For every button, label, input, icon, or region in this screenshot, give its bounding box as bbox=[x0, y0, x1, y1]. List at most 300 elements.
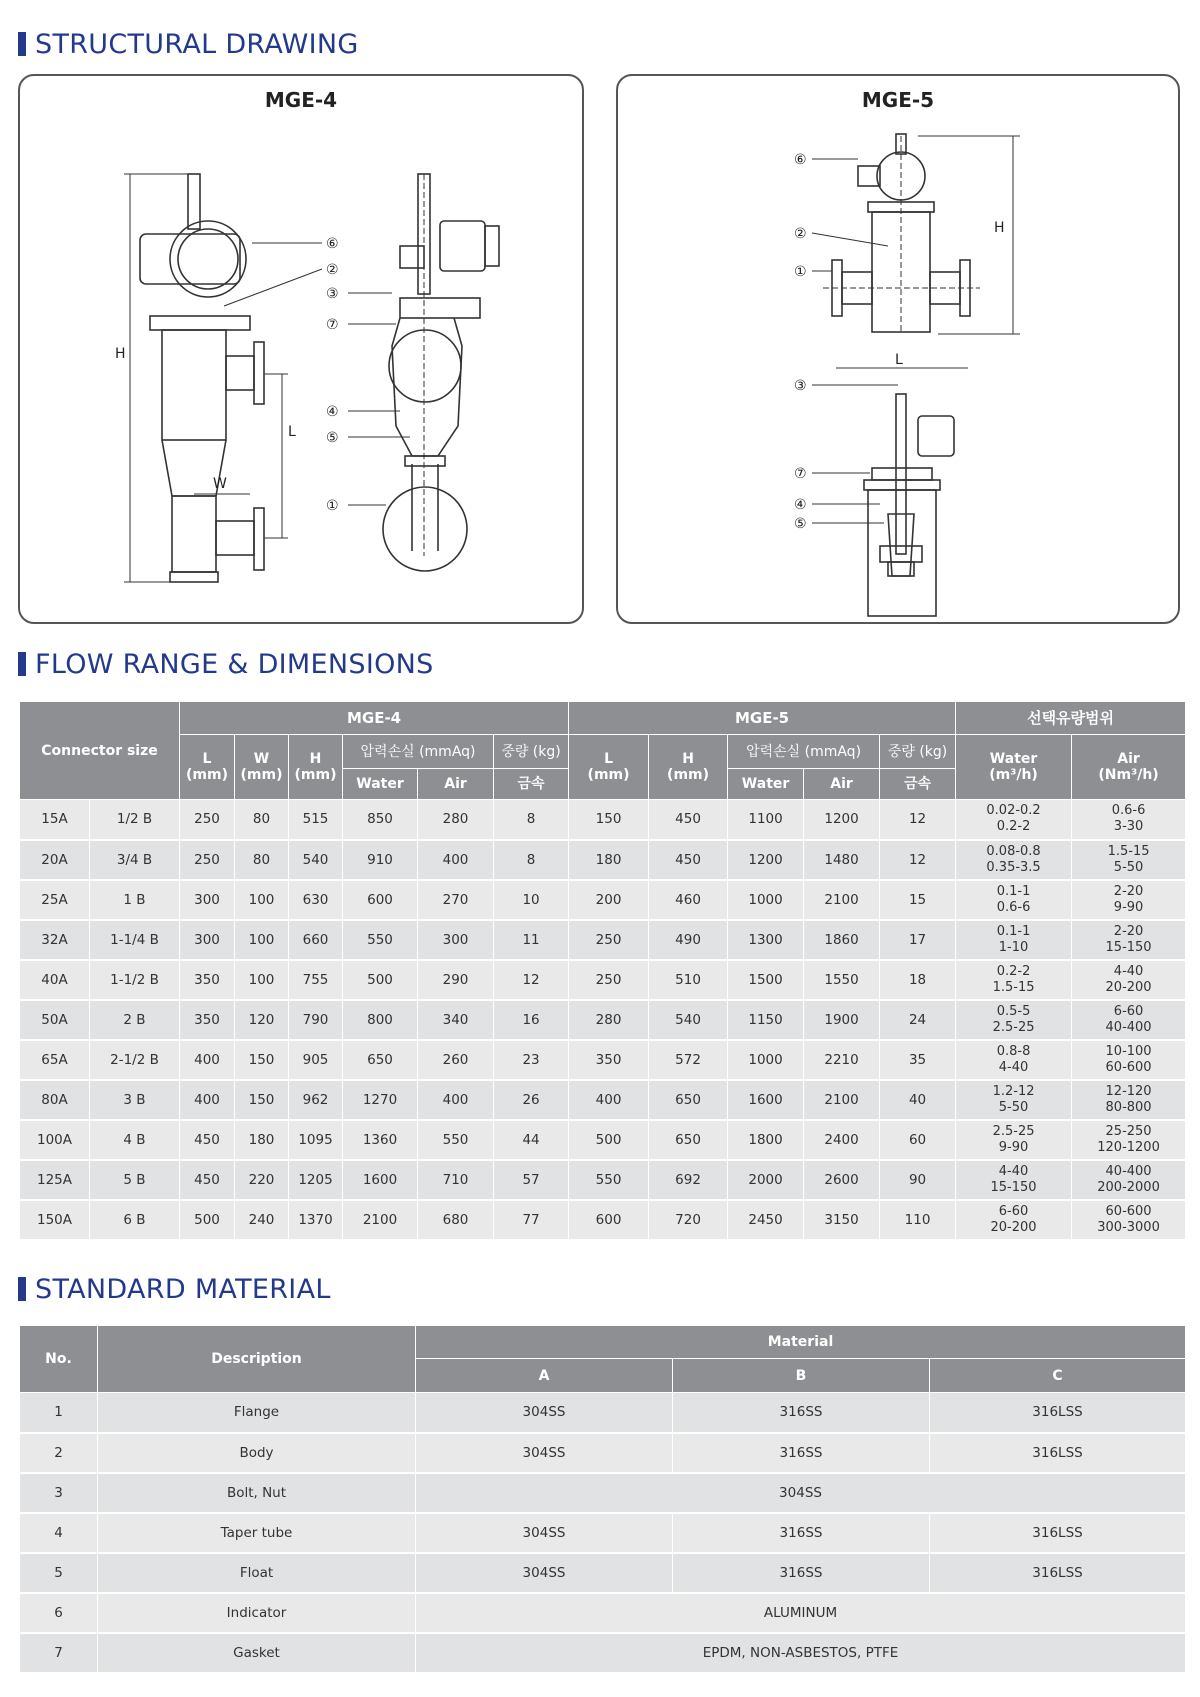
table-cell-h4: 630 bbox=[289, 880, 343, 920]
mge5-drawing bbox=[618, 76, 1182, 626]
material-b: 316SS bbox=[673, 1513, 930, 1553]
table-cell-range-water bbox=[956, 1160, 1072, 1200]
material-no: 6 bbox=[20, 1593, 98, 1633]
table-cell-kg4: 8 bbox=[494, 840, 569, 880]
table-cell-h4: 540 bbox=[289, 840, 343, 880]
material-no: 1 bbox=[20, 1393, 98, 1433]
table-row bbox=[20, 1040, 1186, 1080]
table-cell-range-water bbox=[956, 1000, 1072, 1040]
table-cell-kg5: 24 bbox=[880, 1000, 956, 1040]
header-material: Material bbox=[416, 1326, 1186, 1359]
table-cell-pa5: 1480 bbox=[804, 840, 880, 880]
table-row bbox=[20, 1000, 1186, 1040]
section-title-text: STANDARD MATERIAL bbox=[35, 1273, 331, 1305]
range-line: 300-3000 bbox=[1097, 1219, 1160, 1235]
table-cell-range-air bbox=[1072, 1200, 1186, 1240]
table-cell-range-water bbox=[956, 800, 1072, 840]
table-cell-l5: 280 bbox=[569, 1000, 649, 1040]
table-cell-a: 125A bbox=[20, 1160, 90, 1200]
table-cell-kg4: 11 bbox=[494, 920, 569, 960]
table-cell-pa4: 680 bbox=[418, 1200, 494, 1240]
table-cell-range-water bbox=[956, 1120, 1072, 1160]
table-cell-l4: 400 bbox=[180, 1040, 235, 1080]
table-cell-kg4: 8 bbox=[494, 800, 569, 840]
flow-table-body bbox=[20, 800, 1186, 1240]
header-text: W bbox=[253, 751, 270, 767]
table-row bbox=[20, 1433, 1186, 1473]
range-line: 0.5-5 bbox=[996, 1003, 1031, 1019]
table-row bbox=[20, 1553, 1186, 1593]
material-no: 7 bbox=[20, 1633, 98, 1673]
table-cell-pw5: 1150 bbox=[728, 1000, 804, 1040]
table-row bbox=[20, 1080, 1186, 1120]
table-cell-l5: 200 bbox=[569, 880, 649, 920]
table-row bbox=[20, 1120, 1186, 1160]
table-row bbox=[20, 1593, 1186, 1633]
table-cell-b: 1/2 B bbox=[90, 800, 180, 840]
range-line: 0.02-0.2 bbox=[986, 803, 1041, 819]
table-cell-l4: 300 bbox=[180, 920, 235, 960]
material-b: 316SS bbox=[673, 1553, 930, 1593]
table-cell-l4: 250 bbox=[180, 800, 235, 840]
range-line: 200-2000 bbox=[1097, 1179, 1160, 1195]
table-cell-pa4: 400 bbox=[418, 840, 494, 880]
table-cell-w4: 240 bbox=[235, 1200, 289, 1240]
mge4-indicator-body bbox=[140, 234, 240, 284]
table-cell-pw4: 1360 bbox=[343, 1120, 418, 1160]
table-cell-h4: 1370 bbox=[289, 1200, 343, 1240]
table-cell-range-water bbox=[956, 1040, 1072, 1080]
table-cell-pa5: 1550 bbox=[804, 960, 880, 1000]
material-description: Bolt, Nut bbox=[98, 1473, 416, 1513]
table-cell-range-water bbox=[956, 840, 1072, 880]
material-no: 3 bbox=[20, 1473, 98, 1513]
range-line: 5-50 bbox=[998, 1099, 1029, 1115]
table-cell-pa5: 1900 bbox=[804, 1000, 880, 1040]
header-material-b: B bbox=[673, 1359, 930, 1393]
table-row bbox=[20, 1633, 1186, 1673]
table-cell-h4: 1205 bbox=[289, 1160, 343, 1200]
table-cell-pw4: 850 bbox=[343, 800, 418, 840]
range-line: 9-90 bbox=[998, 1139, 1029, 1155]
table-cell-pw5: 2450 bbox=[728, 1200, 804, 1240]
table-cell-range-air bbox=[1072, 1080, 1186, 1120]
header-text: L bbox=[604, 751, 613, 767]
material-table-body bbox=[20, 1393, 1186, 1673]
table-cell-h5: 450 bbox=[649, 840, 728, 880]
header-l5 bbox=[569, 735, 649, 800]
table-cell-kg5: 60 bbox=[880, 1120, 956, 1160]
table-row bbox=[20, 960, 1186, 1000]
table-cell-h5: 692 bbox=[649, 1160, 728, 1200]
material-no: 4 bbox=[20, 1513, 98, 1553]
material-description: Taper tube bbox=[98, 1513, 416, 1553]
range-line: 40-400 bbox=[1105, 1019, 1152, 1035]
table-cell-pa4: 550 bbox=[418, 1120, 494, 1160]
range-line: 20-200 bbox=[1105, 979, 1152, 995]
header-pressure-loss-5: 압력손실 (mmAq) bbox=[728, 735, 880, 769]
table-cell-range-air bbox=[1072, 960, 1186, 1000]
material-all: EPDM, NON-ASBESTOS, PTFE bbox=[416, 1633, 1186, 1673]
header-text: L bbox=[202, 751, 212, 767]
table-cell-h5: 450 bbox=[649, 800, 728, 840]
table-cell-pa4: 260 bbox=[418, 1040, 494, 1080]
range-line: 0.6-6 bbox=[1111, 803, 1146, 819]
header-range-air bbox=[1072, 735, 1186, 800]
table-cell-pw4: 500 bbox=[343, 960, 418, 1000]
table-cell-kg4: 10 bbox=[494, 880, 569, 920]
table-cell-pw4: 910 bbox=[343, 840, 418, 880]
mge4-dim-w: W bbox=[213, 476, 227, 492]
table-cell-kg4: 16 bbox=[494, 1000, 569, 1040]
table-cell-h5: 510 bbox=[649, 960, 728, 1000]
material-b: 316SS bbox=[673, 1393, 930, 1433]
table-cell-kg4: 26 bbox=[494, 1080, 569, 1120]
table-cell-pa5: 3150 bbox=[804, 1200, 880, 1240]
range-line: 2.5-25 bbox=[992, 1123, 1035, 1139]
mge4-callout-6: ⑥ bbox=[326, 236, 339, 252]
table-cell-pa4: 300 bbox=[418, 920, 494, 960]
table-cell-h4: 905 bbox=[289, 1040, 343, 1080]
table-cell-h5: 650 bbox=[649, 1120, 728, 1160]
table-cell-w4: 100 bbox=[235, 880, 289, 920]
material-c: 316LSS bbox=[930, 1553, 1186, 1593]
table-cell-h5: 572 bbox=[649, 1040, 728, 1080]
table-cell-range-air bbox=[1072, 1120, 1186, 1160]
range-line: 6-60 bbox=[998, 1203, 1029, 1219]
table-cell-kg5: 110 bbox=[880, 1200, 956, 1240]
mge5-callout-4: ④ bbox=[794, 497, 807, 513]
range-line: 2-20 bbox=[1113, 923, 1144, 939]
table-cell-h4: 515 bbox=[289, 800, 343, 840]
material-a: 304SS bbox=[416, 1393, 673, 1433]
mge4-dim-l: L bbox=[288, 424, 296, 440]
table-cell-pa5: 2100 bbox=[804, 1080, 880, 1120]
header-pressure-loss-4: 압력손실 (mmAq) bbox=[343, 735, 494, 769]
mge5-callout-7: ⑦ bbox=[794, 466, 807, 482]
table-cell-l5: 250 bbox=[569, 920, 649, 960]
table-cell-b: 6 B bbox=[90, 1200, 180, 1240]
mge4-callout-1: ① bbox=[326, 498, 339, 514]
range-line: 0.35-3.5 bbox=[986, 859, 1041, 875]
table-cell-a: 80A bbox=[20, 1080, 90, 1120]
table-row bbox=[20, 800, 1186, 840]
table-cell-b: 5 B bbox=[90, 1160, 180, 1200]
header-text: H bbox=[682, 751, 694, 767]
header-weight-4: 중량 (kg) bbox=[494, 735, 569, 769]
range-line: 80-800 bbox=[1105, 1099, 1152, 1115]
table-cell-w4: 120 bbox=[235, 1000, 289, 1040]
mge4-callout-5: ⑤ bbox=[326, 430, 339, 446]
table-cell-w4: 80 bbox=[235, 800, 289, 840]
table-cell-b: 3 B bbox=[90, 1080, 180, 1120]
mge4-callout-4: ④ bbox=[326, 404, 339, 420]
header-no: No. bbox=[20, 1326, 98, 1393]
table-cell-kg4: 23 bbox=[494, 1040, 569, 1080]
range-line: 4-40 bbox=[1113, 963, 1144, 979]
model-title-mge4: MGE-4 bbox=[264, 88, 338, 112]
mge4-indicator-dial bbox=[170, 221, 246, 297]
section-title-structural bbox=[18, 27, 359, 61]
table-cell-h5: 720 bbox=[649, 1200, 728, 1240]
table-cell-l5: 400 bbox=[569, 1080, 649, 1120]
table-cell-pw5: 2000 bbox=[728, 1160, 804, 1200]
range-line: 6-60 bbox=[1113, 1003, 1144, 1019]
header-unit: (Nm³/h) bbox=[1098, 767, 1159, 783]
table-cell-kg5: 12 bbox=[880, 800, 956, 840]
header-metal-5: 금속 bbox=[880, 769, 956, 800]
table-cell-h5: 650 bbox=[649, 1080, 728, 1120]
table-cell-pw4: 1270 bbox=[343, 1080, 418, 1120]
table-cell-a: 40A bbox=[20, 960, 90, 1000]
table-cell-a: 15A bbox=[20, 800, 90, 840]
table-cell-pw5: 1600 bbox=[728, 1080, 804, 1120]
header-h4 bbox=[289, 735, 343, 800]
material-description: Float bbox=[98, 1553, 416, 1593]
section-title-material bbox=[18, 1272, 331, 1306]
range-line: 5-50 bbox=[1113, 859, 1144, 875]
table-cell-kg5: 18 bbox=[880, 960, 956, 1000]
table-row bbox=[20, 1393, 1186, 1433]
table-cell-l4: 350 bbox=[180, 1000, 235, 1040]
table-cell-l4: 500 bbox=[180, 1200, 235, 1240]
table-cell-pa4: 270 bbox=[418, 880, 494, 920]
table-cell-l4: 400 bbox=[180, 1080, 235, 1120]
model-title-mge5: MGE-5 bbox=[861, 88, 935, 112]
table-cell-l5: 600 bbox=[569, 1200, 649, 1240]
range-line: 0.8-8 bbox=[996, 1043, 1031, 1059]
table-cell-pw5: 1300 bbox=[728, 920, 804, 960]
table-cell-pa5: 1860 bbox=[804, 920, 880, 960]
table-cell-range-air bbox=[1072, 1000, 1186, 1040]
title-bar-icon bbox=[18, 652, 26, 676]
material-c: 316LSS bbox=[930, 1513, 1186, 1553]
mge5-callout-2: ② bbox=[794, 226, 807, 242]
header-unit: (mm) bbox=[667, 767, 710, 783]
header-text: Air bbox=[1117, 751, 1140, 767]
table-cell-a: 100A bbox=[20, 1120, 90, 1160]
mge5-callout-5: ⑤ bbox=[794, 516, 807, 532]
table-cell-h4: 755 bbox=[289, 960, 343, 1000]
range-line: 1-10 bbox=[998, 939, 1029, 955]
header-text: Water bbox=[989, 751, 1038, 767]
table-cell-range-water bbox=[956, 880, 1072, 920]
mge4-stem bbox=[188, 174, 200, 229]
table-cell-pa5: 1200 bbox=[804, 800, 880, 840]
table-cell-b: 2 B bbox=[90, 1000, 180, 1040]
table-cell-pw5: 1800 bbox=[728, 1120, 804, 1160]
material-b: 316SS bbox=[673, 1433, 930, 1473]
table-cell-w4: 220 bbox=[235, 1160, 289, 1200]
table-cell-range-air bbox=[1072, 1040, 1186, 1080]
table-cell-kg4: 44 bbox=[494, 1120, 569, 1160]
table-cell-pa4: 290 bbox=[418, 960, 494, 1000]
table-cell-l5: 250 bbox=[569, 960, 649, 1000]
table-cell-a: 150A bbox=[20, 1200, 90, 1240]
title-bar-icon bbox=[18, 1277, 26, 1301]
table-cell-range-water bbox=[956, 1080, 1072, 1120]
table-cell-w4: 80 bbox=[235, 840, 289, 880]
table-cell-h5: 490 bbox=[649, 920, 728, 960]
range-line: 2.5-25 bbox=[992, 1019, 1035, 1035]
table-cell-w4: 150 bbox=[235, 1040, 289, 1080]
range-line: 0.1-1 bbox=[996, 883, 1031, 899]
table-row bbox=[20, 1160, 1186, 1200]
table-cell-w4: 150 bbox=[235, 1080, 289, 1120]
table-cell-range-water bbox=[956, 960, 1072, 1000]
range-line: 0.6-6 bbox=[996, 899, 1031, 915]
table-row bbox=[20, 920, 1186, 960]
header-water-4: Water bbox=[343, 769, 418, 800]
table-cell-pa4: 710 bbox=[418, 1160, 494, 1200]
table-cell-pa4: 400 bbox=[418, 1080, 494, 1120]
table-cell-a: 50A bbox=[20, 1000, 90, 1040]
table-cell-pw4: 650 bbox=[343, 1040, 418, 1080]
material-c: 316LSS bbox=[930, 1393, 1186, 1433]
table-cell-h4: 790 bbox=[289, 1000, 343, 1040]
range-line: 4-40 bbox=[998, 1163, 1029, 1179]
header-air-5: Air bbox=[804, 769, 880, 800]
table-cell-h4: 962 bbox=[289, 1080, 343, 1120]
table-cell-pw5: 1500 bbox=[728, 960, 804, 1000]
header-water-5: Water bbox=[728, 769, 804, 800]
table-cell-range-air bbox=[1072, 840, 1186, 880]
material-description: Gasket bbox=[98, 1633, 416, 1673]
range-line: 1.5-15 bbox=[1107, 843, 1150, 859]
range-line: 120-1200 bbox=[1097, 1139, 1160, 1155]
header-material-a: A bbox=[416, 1359, 673, 1393]
range-line: 40-400 bbox=[1105, 1163, 1152, 1179]
table-cell-range-air bbox=[1072, 920, 1186, 960]
mge4-callout-2: ② bbox=[326, 262, 339, 278]
range-line: 9-90 bbox=[1113, 899, 1144, 915]
header-connector-size: Connector size bbox=[20, 702, 180, 800]
mge4-drawing bbox=[20, 76, 586, 626]
material-c: 316LSS bbox=[930, 1433, 1186, 1473]
table-cell-l5: 500 bbox=[569, 1120, 649, 1160]
range-line: 2-20 bbox=[1113, 883, 1144, 899]
table-cell-l4: 450 bbox=[180, 1160, 235, 1200]
range-line: 60-600 bbox=[1105, 1203, 1152, 1219]
table-cell-kg5: 35 bbox=[880, 1040, 956, 1080]
table-cell-kg5: 17 bbox=[880, 920, 956, 960]
range-line: 0.2-2 bbox=[996, 963, 1031, 979]
mge5-callout-1: ① bbox=[794, 264, 807, 280]
table-row bbox=[20, 1473, 1186, 1513]
mge5-dim-h: H bbox=[994, 220, 1005, 236]
table-row bbox=[20, 880, 1186, 920]
mge4-callout-3: ③ bbox=[326, 286, 339, 302]
section-title-flow bbox=[18, 647, 434, 681]
header-h5 bbox=[649, 735, 728, 800]
range-line: 0.1-1 bbox=[996, 923, 1031, 939]
drawing-panel-mge4 bbox=[18, 74, 584, 624]
table-cell-range-water bbox=[956, 920, 1072, 960]
range-line: 20-200 bbox=[990, 1219, 1037, 1235]
range-line: 0.08-0.8 bbox=[986, 843, 1041, 859]
title-bar-icon bbox=[18, 32, 26, 56]
table-cell-b: 2-1/2 B bbox=[90, 1040, 180, 1080]
section-title-text: STRUCTURAL DRAWING bbox=[35, 28, 359, 60]
table-cell-pa5: 2400 bbox=[804, 1120, 880, 1160]
range-line: 0.2-2 bbox=[996, 819, 1031, 835]
table-cell-b: 3/4 B bbox=[90, 840, 180, 880]
table-cell-pw5: 1100 bbox=[728, 800, 804, 840]
table-cell-l5: 150 bbox=[569, 800, 649, 840]
header-unit: (mm) bbox=[240, 767, 283, 783]
table-cell-w4: 100 bbox=[235, 960, 289, 1000]
table-cell-a: 25A bbox=[20, 880, 90, 920]
table-cell-pa4: 340 bbox=[418, 1000, 494, 1040]
header-mge4: MGE-4 bbox=[180, 702, 569, 735]
table-cell-pw4: 2100 bbox=[343, 1200, 418, 1240]
header-metal-4: 금속 bbox=[494, 769, 569, 800]
table-cell-w4: 100 bbox=[235, 920, 289, 960]
table-cell-range-water bbox=[956, 1200, 1072, 1240]
range-line: 15-150 bbox=[1105, 939, 1152, 955]
table-cell-a: 20A bbox=[20, 840, 90, 880]
mge5-callout-6: ⑥ bbox=[794, 152, 807, 168]
material-all: 304SS bbox=[416, 1473, 1186, 1513]
table-cell-pw5: 1000 bbox=[728, 1040, 804, 1080]
table-cell-b: 4 B bbox=[90, 1120, 180, 1160]
material-all: ALUMINUM bbox=[416, 1593, 1186, 1633]
table-cell-range-air bbox=[1072, 800, 1186, 840]
table-cell-range-air bbox=[1072, 880, 1186, 920]
header-unit: (mm) bbox=[186, 767, 228, 783]
header-text: H bbox=[309, 751, 322, 767]
table-cell-kg5: 40 bbox=[880, 1080, 956, 1120]
header-w4 bbox=[235, 735, 289, 800]
header-material-c: C bbox=[930, 1359, 1186, 1393]
table-row bbox=[20, 840, 1186, 880]
table-cell-w4: 180 bbox=[235, 1120, 289, 1160]
range-line: 25-250 bbox=[1105, 1123, 1152, 1139]
header-range-water bbox=[956, 735, 1072, 800]
table-cell-pa5: 2600 bbox=[804, 1160, 880, 1200]
table-cell-h4: 660 bbox=[289, 920, 343, 960]
material-table bbox=[19, 1325, 1186, 1674]
table-cell-a: 65A bbox=[20, 1040, 90, 1080]
table-cell-l4: 350 bbox=[180, 960, 235, 1000]
table-row bbox=[20, 1200, 1186, 1240]
range-line: 15-150 bbox=[990, 1179, 1037, 1195]
material-no: 5 bbox=[20, 1553, 98, 1593]
table-cell-l5: 180 bbox=[569, 840, 649, 880]
range-line: 3-30 bbox=[1113, 819, 1144, 835]
table-cell-h4: 1095 bbox=[289, 1120, 343, 1160]
material-description: Indicator bbox=[98, 1593, 416, 1633]
table-cell-kg4: 57 bbox=[494, 1160, 569, 1200]
table-cell-b: 1-1/4 B bbox=[90, 920, 180, 960]
table-cell-l4: 450 bbox=[180, 1120, 235, 1160]
range-line: 1.5-15 bbox=[992, 979, 1035, 995]
table-cell-pa4: 280 bbox=[418, 800, 494, 840]
header-weight-5: 중량 (kg) bbox=[880, 735, 956, 769]
table-cell-kg4: 77 bbox=[494, 1200, 569, 1240]
table-cell-kg4: 12 bbox=[494, 960, 569, 1000]
table-cell-range-air bbox=[1072, 1160, 1186, 1200]
header-mge5: MGE-5 bbox=[569, 702, 956, 735]
material-a: 304SS bbox=[416, 1553, 673, 1593]
range-line: 1.2-12 bbox=[992, 1083, 1035, 1099]
material-a: 304SS bbox=[416, 1513, 673, 1553]
table-cell-pa5: 2100 bbox=[804, 880, 880, 920]
table-cell-pa5: 2210 bbox=[804, 1040, 880, 1080]
range-line: 60-600 bbox=[1105, 1059, 1152, 1075]
table-cell-a: 32A bbox=[20, 920, 90, 960]
table-cell-pw5: 1200 bbox=[728, 840, 804, 880]
